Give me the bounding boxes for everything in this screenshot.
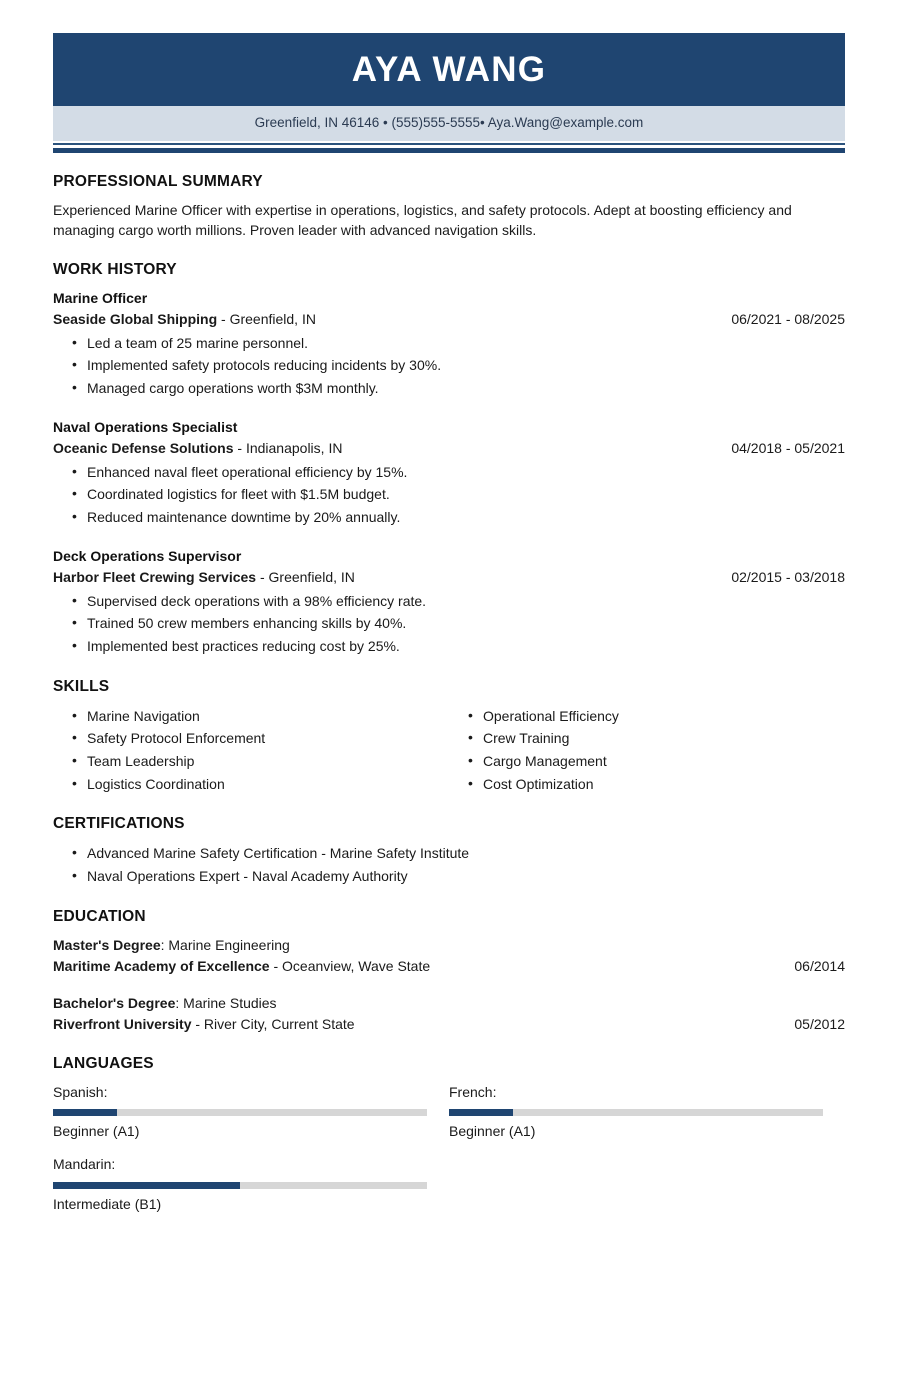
header-name-block [53,33,845,106]
job-employer [53,309,316,330]
language-level: Beginner (A1) [449,1122,536,1139]
section-professional-summary [53,173,845,241]
school-name: Maritime Academy of Excellence [53,957,270,974]
section-heading-work-history: WORK HISTORY [53,260,177,278]
list-item: • Supervised deck operations with a 98% efficiency rate. [87,590,845,613]
skills-list [449,705,845,796]
education-date: 06/2014 [794,957,845,974]
section-education [53,908,845,1035]
school-location: - River City, Current State [191,1015,355,1032]
employer-name: Seaside Global Shipping [53,310,218,327]
degree-label: Master's Degree [53,936,161,953]
language-proficiency-bar [53,1182,427,1189]
employer-name: Oceanic Defense Solutions [53,439,234,456]
education-entry [53,993,845,1035]
language-proficiency-bar [53,1109,427,1116]
certifications-list [53,842,845,887]
language-level: Beginner (A1) [53,1122,140,1139]
school-name: Riverfront University [53,1015,192,1032]
skills-column-right [449,705,845,796]
language-proficiency-fill [449,1109,513,1116]
language-entry [449,1082,845,1142]
language-proficiency-bar [449,1109,823,1116]
list-item: • Enhanced naval fleet operational efficiency by 15%. [87,461,845,484]
summary-text: Experienced Marine Officer with expertise in operations, logistics, and safety protocols. Adept at boosting efficiency and managing cargo worth millions. Proven leader with advanced navigation skills. [53,201,792,239]
section-heading-education: EDUCATION [53,907,146,925]
language-name: French: [449,1083,497,1100]
language-name: Spanish: [53,1083,108,1100]
list-item: • Cargo Management [483,750,845,773]
school-location: - Oceanview, Wave State [269,957,431,974]
list-item: • Naval Operations Expert - Naval Academy Authority [87,865,845,888]
list-item: • Implemented safety protocols reducing incidents by 30%. [87,354,845,377]
list-item: • Coordinated logistics for fleet with $1.5M budget. [87,483,845,506]
job-bullet-list [53,590,845,658]
list-item: • Safety Protocol Enforcement [87,727,449,750]
job-title: Deck Operations Supervisor [53,547,242,564]
education-school-row [53,956,845,977]
job-bullet-list [53,332,845,400]
education-degree [53,993,845,1014]
list-item: • Trained 50 crew members enhancing skills by 40%. [87,612,845,635]
list-item: • Led a team of 25 marine personnel. [87,332,845,355]
section-heading-certifications: CERTIFICATIONS [53,815,185,833]
job-employer [53,567,355,588]
employer-location: - Indianapolis, IN [233,439,343,456]
section-work-history [53,261,845,658]
education-degree [53,935,845,956]
list-item: • Reduced maintenance downtime by 20% annually. [87,506,845,529]
job-employer-row [53,567,845,588]
job-employer [53,438,342,459]
education-school [53,956,430,977]
language-name: Mandarin: [53,1156,116,1173]
list-item: • Logistics Coordination [87,773,449,796]
list-item: • Team Leadership [87,750,449,773]
education-school-row [53,1014,845,1035]
job-dates: 02/2015 - 03/2018 [731,568,845,585]
work-entry [53,546,845,658]
skills-column-left [53,705,449,796]
skills-columns [53,705,845,796]
list-item: • Marine Navigation [87,705,449,728]
job-dates: 04/2018 - 05/2021 [731,439,845,456]
list-item: • Operational Efficiency [483,705,845,728]
job-bullet-list [53,461,845,529]
section-heading-summary: PROFESSIONAL SUMMARY [53,172,263,190]
section-heading-skills: SKILLS [53,677,110,695]
work-entry [53,288,845,400]
language-proficiency-fill [53,1109,117,1116]
resume-body [0,173,900,1227]
work-entry [53,417,845,529]
list-item: • Crew Training [483,727,845,750]
education-entry [53,935,845,977]
language-proficiency-fill [53,1182,240,1189]
language-entry [53,1082,449,1142]
job-employer-row [53,438,845,459]
employer-location: - Greenfield, IN [217,310,316,327]
contact-line: Greenfield, IN 46146 • (555)555-5555• Aya.Wang@example.com [254,114,644,130]
resume-page [0,33,900,1383]
section-certifications [53,815,845,887]
list-item: • Managed cargo operations worth $3M monthly. [87,377,845,400]
degree-field: : Marine Studies [175,994,277,1011]
skills-list [53,705,449,796]
degree-field: : Marine Engineering [160,936,290,953]
list-item: • Advanced Marine Safety Certification - Marine Safety Institute [87,842,845,865]
section-skills [53,678,845,796]
job-dates: 06/2021 - 08/2025 [731,310,845,327]
section-heading-languages: LANGUAGES [53,1054,154,1072]
education-date: 05/2012 [794,1015,845,1032]
page-title: AYA WANG [351,50,547,89]
language-entry [53,1154,449,1214]
job-title: Marine Officer [53,289,148,306]
employer-name: Harbor Fleet Crewing Services [53,568,257,585]
job-employer-row [53,309,845,330]
languages-grid [53,1082,845,1227]
education-school [53,1014,355,1035]
header-contact-band [53,106,845,141]
degree-label: Bachelor's Degree [53,994,176,1011]
section-languages [53,1055,845,1227]
list-item: • Implemented best practices reducing cost by 25%. [87,635,845,658]
job-title: Naval Operations Specialist [53,418,238,435]
language-level: Intermediate (B1) [53,1195,162,1212]
employer-location: - Greenfield, IN [256,568,355,585]
list-item: • Cost Optimization [483,773,845,796]
header-divider-thick [53,148,845,153]
